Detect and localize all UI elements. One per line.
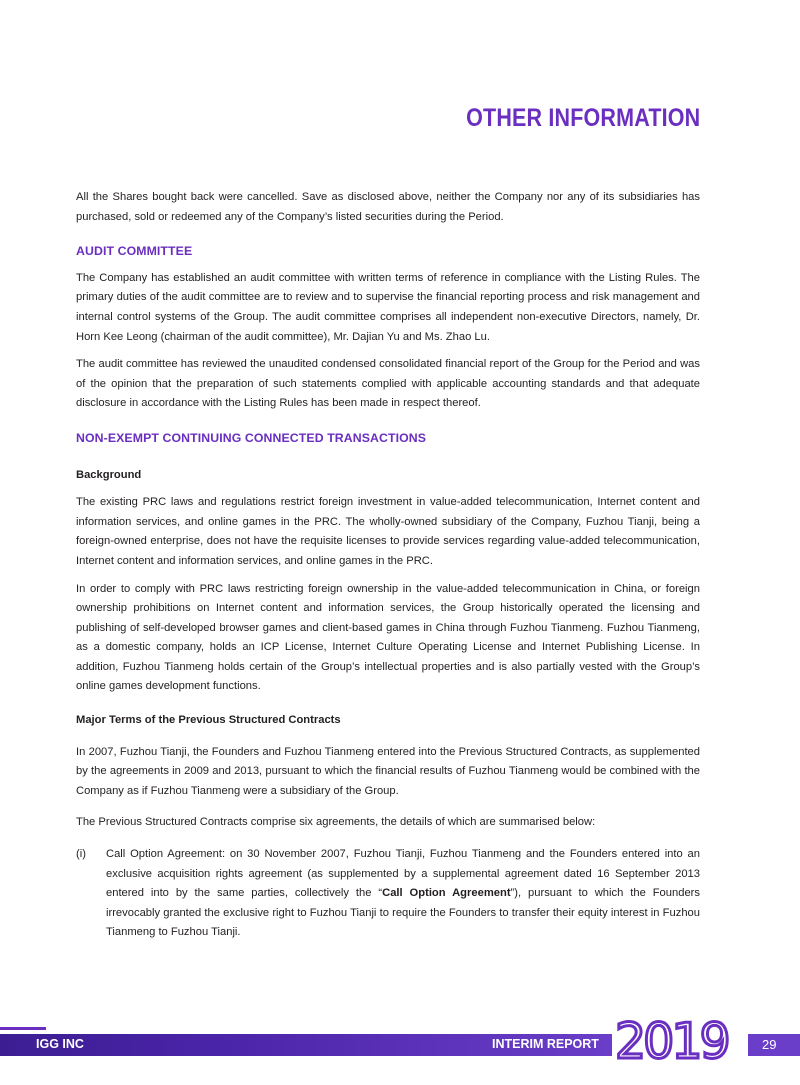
footer-year: 2019 (615, 1013, 728, 1070)
terms-paragraph-2: The Previous Structured Contracts comprise six agreements, the details of which are summarised below: (76, 816, 596, 829)
background-heading: Background (76, 468, 142, 481)
footer-company: IGG INC (36, 1037, 84, 1051)
page-number: 29 (762, 1037, 777, 1052)
list-item (76, 845, 700, 943)
list-item-text-after: ”), pursuant to which the Founders irrevocably granted the exclusive right to Fuzhou Tianji to require the Founders to transfer their equity interest in Fuzhou Tianmeng to Fuzhou Tianji. (106, 887, 700, 939)
footer-report-label: INTERIM REPORT (492, 1037, 599, 1051)
intro-paragraph: All the Shares bought back were cancelled. Save as disclosed above, neither the Company nor any of its subsidiaries has purchased, sold or redeemed any of the Company’s listed securities during the Period. (76, 191, 700, 223)
footer (0, 1013, 800, 1070)
list-item-text-before: Call Option Agreement: on 30 November 2007, Fuzhou Tianji, Fuzhou Tianmeng and the Founders entered into an exclusive acquisition rights agreement (as supplemented by a supplemental agreement dated 16 September 2013 entered into by the same parties, collectively the “ (106, 848, 700, 900)
page-title: OTHER INFORMATION (465, 104, 700, 132)
list-item-text (106, 845, 700, 943)
document-body (76, 188, 700, 951)
footer-accent-line (0, 1027, 46, 1030)
nect-heading: NON-EXEMPT CONTINUING CONNECTED TRANSACTIONS (76, 430, 427, 445)
terms-heading: Major Terms of the Previous Structured Contracts (76, 714, 341, 727)
background-paragraph-1: The existing PRC laws and regulations restrict foreign investment in value-added telecommunication, Internet content and information services, and online games in the PRC. The wholly-owned subsidiary of the Company, Fuzhou Tianji, being a foreign-owned enterprise, does not have the requisite licenses to provide services regarding value-added telecommunication, Internet content and information services, and online games in the PRC. (76, 496, 700, 567)
audit-committee-heading: AUDIT COMMITTEE (76, 244, 193, 259)
list-item-number: (i) (76, 848, 86, 861)
audit-paragraph-2: The audit committee has reviewed the unaudited condensed consolidated financial report of the Group for the Period and was of the opinion that the preparation of such statements complied with applicable accounting standards and that adequate disclosure in accordance with the Listing Rules has been made in respect thereof. (76, 358, 700, 410)
list-item-defined-term: Call Option Agreement (382, 887, 511, 900)
background-paragraph-2: In order to comply with PRC laws restricting foreign ownership in the value-added telecommunication in China, or foreign ownership prohibitions on Internet content and information services, the Group historically operated the licensing and publishing of self-developed browser games and client-based games in China through Fuzhou Tianmeng. Fuzhou Tianmeng, as a domestic company, holds an ICP License, Internet Culture Operating License and Internet Publishing License. In addition, Fuzhou Tianmeng holds certain of the Group’s intellectual properties and is also partially vested with the Group’s online games development functions. (76, 582, 700, 693)
terms-paragraph-1: In 2007, Fuzhou Tianji, the Founders and Fuzhou Tianmeng entered into the Previous Structured Contracts, as supplemented by the agreements in 2009 and 2013, pursuant to which the financial results of Fuzhou Tianmeng would be combined with the Company as if Fuzhou Tianmeng were a subsidiary of the Group. (76, 745, 700, 797)
audit-paragraph-1: The Company has established an audit committee with written terms of reference in compliance with the Listing Rules. The primary duties of the audit committee are to review and to supervise the financial reporting process and risk management and internal control systems of the Group. The audit committee comprises all independent non-executive Directors, namely, Dr. Horn Kee Leong (chairman of the audit committee), Mr. Dajian Yu and Ms. Zhao Lu. (76, 271, 700, 343)
